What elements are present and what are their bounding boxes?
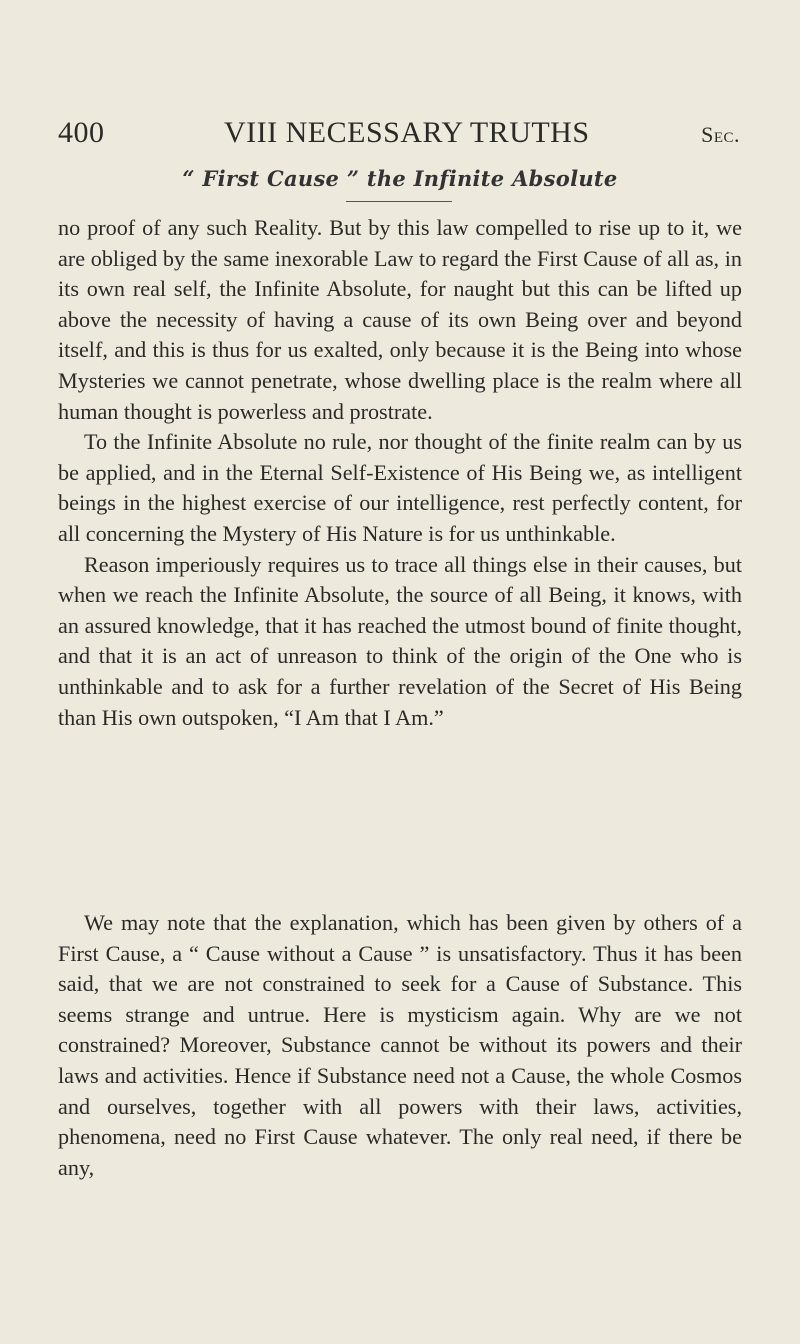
page-number: 400 [58, 116, 105, 149]
chapter-title: VIII NECESSARY TRUTHS [224, 116, 590, 149]
paragraph: We may note that the explanation, which has been given by others of a First Cause, a “ Cause without a Cause ” is unsatisfactory. Thus it has been said, that we are not constrained to seek for a Cause of Substance. This seems strange and untrue. Here is mysticism again. Why are we not constrained? Moreover, Substance cannot be without its powers and their laws and activities. Hence if Substance need not a Cause, the whole Cosmos and ourselves, together with all powers with their laws, activities, phenomena, need no First Cause whatever. The only real need, if there be any, [58, 910, 742, 1180]
paragraph: To the Infinite Absolute no rule, nor thought of the finite realm can by us be applied, and in the Eternal Self-Existence of His Being we, as intelligent beings in the highest exercise of our intelligence, rest perfectly content, for all concerning the Mystery of His Nature is for us unthinkable. [58, 429, 742, 546]
text-block-lower [58, 908, 742, 1183]
text-block-upper [58, 213, 742, 733]
section-marker: Sec. [701, 122, 740, 147]
running-header [58, 116, 740, 156]
section-subheading: “ First Cause ” the Infinite Absolute [182, 166, 618, 191]
paragraph: no proof of any such Reality. But by this law compelled to rise up to it, we are obliged by the same inexorable Law to regard the First Cause of all as, in its own real self, the Infinite Absolute, for naught but this can be lifted up above the necessity of having a cause of its own Being over and beyond itself, and this is thus for us exalted, only because it is the Being into whose Mysteries we cannot penetrate, whose dwelling place is the realm where all human thought is powerless and prostrate. [58, 215, 742, 424]
paragraph: Reason imperiously requires us to trace all things else in their causes, but when we reach the Infinite Absolute, the source of all Being, it knows, with an assured knowledge, that it has reached the utmost bound of finite thought, and that it is an act of unreason to think of the origin of the One who is unthinkable and to ask for a further revelation of the Secret of His Being than His own outspoken, “I Am that I Am.” [58, 551, 742, 730]
heading-rule [346, 201, 452, 202]
